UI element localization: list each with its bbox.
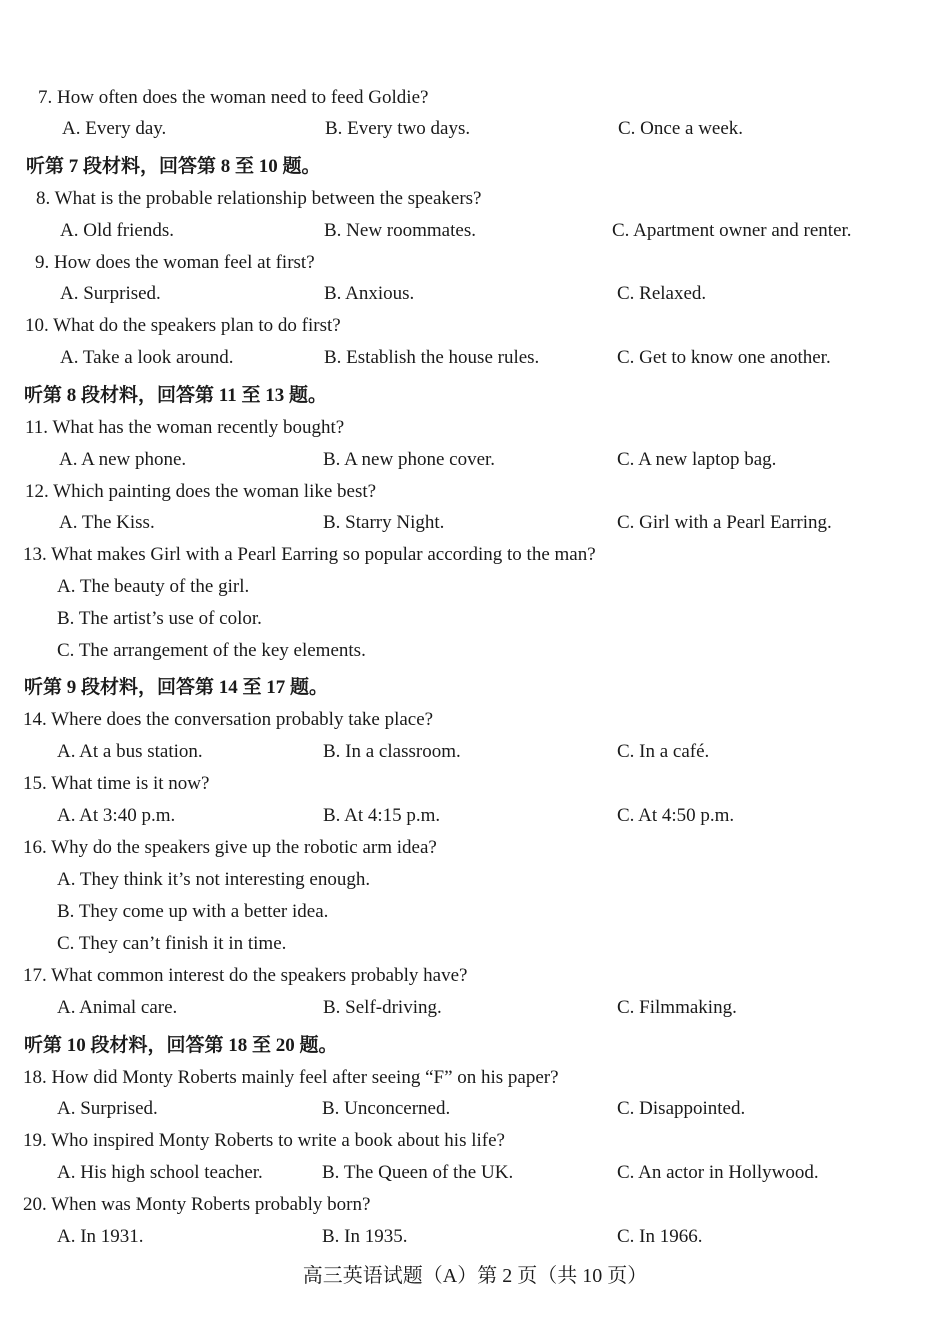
option-a: A. Surprised. [60,283,161,304]
option-a: A. Take a look around. [60,347,234,368]
question-text: 9. How does the woman feel at first? [35,252,315,273]
question-text: 7. How often does the woman need to feed Goldie? [38,87,429,108]
question-16 [0,832,950,864]
option-c: C. Once a week. [618,118,744,139]
option-b: B. A new phone cover. [323,449,496,470]
option-b: B. In 1935. [322,1226,408,1247]
option-row [0,603,950,635]
question-text: 13. What makes Girl with a Pearl Earring so popular according to the man? [23,544,596,565]
options-17 [0,992,950,1024]
option-c: C. Get to know one another. [617,347,831,368]
option-b: B. Starry Night. [323,512,445,533]
page-footer: 高三英语试题（A）第 2 页（共 10 页） [302,1265,648,1287]
option-a: A. Surprised. [57,1098,158,1119]
question-17 [0,960,950,992]
option-b: B. At 4:15 p.m. [323,805,441,826]
option-a: A. In 1931. [57,1226,144,1247]
option-c: C. In 1966. [617,1226,703,1247]
option-a: A. His high school teacher. [57,1162,263,1183]
question-19 [0,1125,950,1157]
option-a: A. Every day. [62,118,167,139]
option-row [0,864,950,896]
question-13 [0,539,950,571]
option-a: A. Old friends. [60,220,174,241]
option-a: A. At a bus station. [57,741,203,762]
option-b: B. New roommates. [324,220,476,241]
options-10 [0,342,950,374]
option-b: B. In a classroom. [323,741,461,762]
options-8 [0,215,950,247]
question-text: 8. What is the probable relationship between the speakers? [36,188,482,209]
option-a: A. The Kiss. [59,512,155,533]
options-18 [0,1093,950,1125]
question-9 [0,247,950,279]
option-c: C. An actor in Hollywood. [617,1162,819,1183]
question-14 [0,704,950,736]
options-14 [0,736,950,768]
option-b: B. Unconcerned. [322,1098,451,1119]
question-text: 20. When was Monty Roberts probably born? [23,1194,371,1215]
options-9 [0,278,950,310]
question-20 [0,1189,950,1221]
options-12 [0,507,950,539]
question-text: 19. Who inspired Monty Roberts to write a book about his life? [23,1130,505,1151]
option-c: C. Apartment owner and renter. [612,220,852,241]
section-heading: 听第 7 段材料，回答第 8 至 10 题。 [26,156,321,177]
question-text: 10. What do the speakers plan to do first? [25,315,341,336]
options-11 [0,444,950,476]
option-a: A. Animal care. [57,997,178,1018]
option-row [0,571,950,603]
option-b: B. Every two days. [325,118,471,139]
option-b: B. They come up with a better idea. [57,901,329,922]
question-text: 15. What time is it now? [23,773,210,794]
option-b: B. Anxious. [324,283,415,304]
question-text: 16. Why do the speakers give up the robotic arm idea? [23,837,437,858]
option-c: C. Disappointed. [617,1098,746,1119]
option-a: A. The beauty of the girl. [57,576,250,597]
option-row [0,928,950,960]
option-row [0,635,950,667]
question-15 [0,768,950,800]
option-a: A. A new phone. [59,449,187,470]
option-c: C. Girl with a Pearl Earring. [617,512,832,533]
question-text: 18. How did Monty Roberts mainly feel after seeing “F” on his paper? [23,1067,559,1088]
option-b: B. The Queen of the UK. [322,1162,514,1183]
section-heading: 听第 9 段材料，回答第 14 至 17 题。 [24,677,329,698]
option-a: A. At 3:40 p.m. [57,805,176,826]
option-b: B. Self-driving. [323,997,442,1018]
options-7 [0,113,950,145]
options-15 [0,800,950,832]
option-row [0,896,950,928]
question-8 [0,183,950,215]
options-20 [0,1221,950,1253]
option-b: B. The artist’s use of color. [57,608,262,629]
question-18 [0,1062,950,1094]
question-text: 11. What has the woman recently bought? [25,417,345,438]
question-text: 12. Which painting does the woman like best? [25,481,377,502]
option-c: C. The arrangement of the key elements. [57,640,366,661]
question-7 [0,82,950,114]
option-c: C. They can’t finish it in time. [57,933,287,954]
option-c: C. Filmmaking. [617,997,737,1018]
option-c: C. In a café. [617,741,710,762]
question-12 [0,476,950,508]
section-heading: 听第 10 段材料，回答第 18 至 20 题。 [24,1035,338,1056]
option-c: C. Relaxed. [617,283,707,304]
option-c: C. At 4:50 p.m. [617,805,735,826]
options-19 [0,1157,950,1189]
section-heading: 听第 8 段材料，回答第 11 至 13 题。 [24,385,327,406]
question-text: 14. Where does the conversation probably take place? [23,709,434,730]
option-c: C. A new laptop bag. [617,449,777,470]
question-11 [0,412,950,444]
question-text: 17. What common interest do the speakers probably have? [23,965,468,986]
option-a: A. They think it’s not interesting enough. [57,869,371,890]
question-10 [0,310,950,342]
option-b: B. Establish the house rules. [324,347,540,368]
